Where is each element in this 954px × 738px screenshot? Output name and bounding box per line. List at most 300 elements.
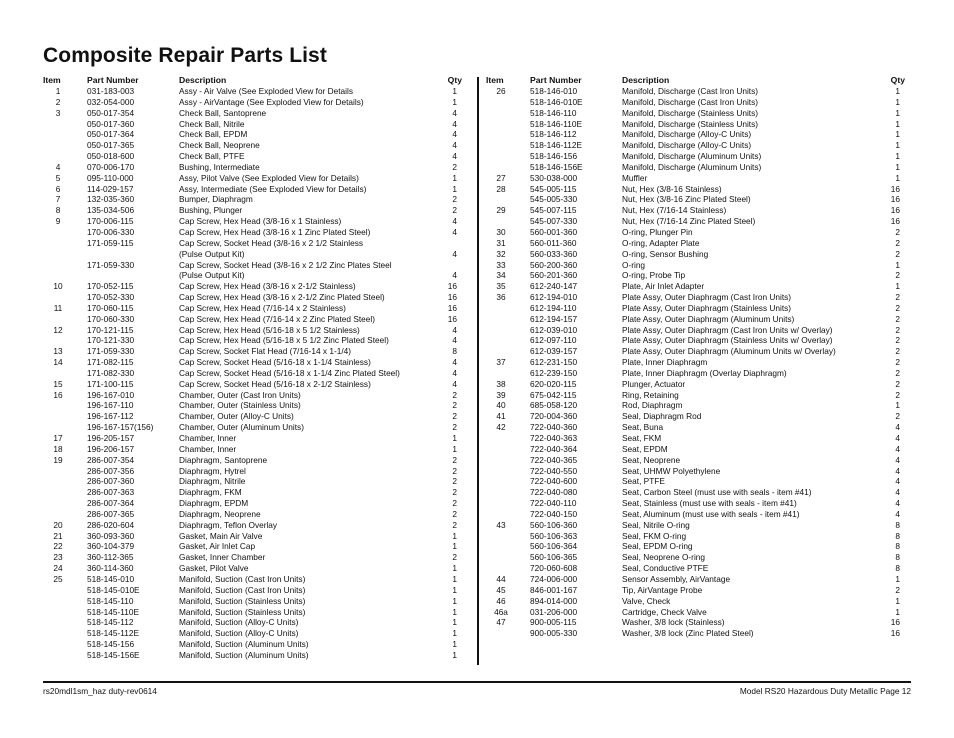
cell-part-number: 171-082-115 (87, 357, 134, 368)
cell-part-number: 170-121-115 (87, 324, 134, 335)
cell-part-number: 286-007-365 (87, 508, 135, 519)
cell-qty: 1 (452, 595, 457, 606)
cell-part-number: 286-007-360 (87, 476, 135, 487)
table-row (43, 552, 463, 563)
cell-part-number: 050-017-364 (87, 129, 135, 140)
cell-qty: 1 (895, 400, 900, 411)
cell-description: Cap Screw, Socket Head (5/16-18 x 1-1/4 Stainless) (179, 357, 371, 368)
table-row (43, 173, 463, 184)
cell-qty: 16 (890, 205, 900, 216)
cell-description: Gasket, Air Inlet Cap (179, 541, 256, 552)
table-row (43, 335, 463, 346)
cell-part-number: 518-146-110E (530, 118, 582, 129)
table-body (486, 86, 906, 639)
cell-description: Seat, EPDM (622, 443, 668, 454)
table-row (43, 390, 463, 401)
table-row (486, 108, 906, 119)
cell-item: 26 (496, 86, 506, 96)
cell-item: 37 (496, 357, 506, 368)
cell-part-number: 894-014-000 (530, 595, 578, 606)
cell-item: 41 (496, 411, 506, 422)
cell-description: Seat, Stainless (must use with seals - item #41) (622, 498, 797, 509)
cell-part-number: 170-060-330 (87, 313, 135, 324)
cell-description: Seal, Conductive PTFE (622, 563, 709, 574)
cell-part-number: 612-239-150 (530, 367, 578, 378)
table-row (43, 108, 463, 119)
header-item: Item (43, 75, 61, 85)
table-row (43, 162, 463, 173)
cell-part-number: 518-145-010E (87, 584, 140, 595)
cell-part-number: 518-145-110E (87, 606, 139, 617)
cell-description: Cap Screw, Socket Head (5/16-18 x 1-1/4 Zinc Plated Steel) (179, 367, 400, 378)
cell-description: Cap Screw, Hex Head (7/16-14 x 2 Zinc Plated Steel) (179, 313, 375, 324)
cell-part-number: 050-017-365 (87, 140, 135, 151)
table-row (486, 520, 906, 531)
table-row (486, 249, 906, 260)
cell-qty: 2 (895, 248, 900, 259)
table-row (43, 86, 463, 97)
cell-description: Cap Screw, Hex Head (3/8-16 x 1 Stainless) (179, 216, 342, 227)
cell-description: Seat, Neoprene (622, 454, 681, 465)
table-row (486, 607, 906, 618)
cell-part-number: 720-060-608 (530, 563, 578, 574)
table-row (43, 249, 463, 260)
cell-description: O-ring, Sensor Bushing (622, 248, 709, 259)
cell-description: Plate, Inner Diaphragm (Overlay Diaphragm) (622, 367, 787, 378)
cell-part-number: 070-006-170 (87, 161, 135, 172)
table-row (486, 476, 906, 487)
cell-description: Bushing, Intermediate (179, 161, 260, 172)
cell-item: 1 (55, 86, 61, 96)
cell-part-number: 900-005-330 (530, 628, 578, 639)
table-row (486, 151, 906, 162)
cell-description: Diaphragm, EPDM (179, 498, 249, 509)
cell-qty: 1 (895, 86, 900, 96)
cell-qty: 1 (895, 96, 900, 107)
cell-qty: 1 (895, 151, 900, 162)
cell-item: 4 (55, 161, 61, 172)
cell-part-number: 560-201-360 (530, 270, 578, 281)
cell-description: Diaphragm, Neoprene (179, 508, 261, 519)
table-body (43, 86, 463, 661)
cell-item: 40 (496, 400, 506, 411)
cell-part-number: 518-146-110 (530, 107, 577, 118)
cell-qty: 2 (452, 552, 457, 563)
cell-description: (Pulse Output Kit) (179, 270, 245, 281)
cell-description: Plunger, Actuator (622, 378, 686, 389)
cell-qty: 2 (895, 270, 900, 281)
cell-item: 18 (53, 443, 63, 454)
cell-item: 23 (53, 552, 63, 563)
cell-description: Tip, AirVantage Probe (622, 584, 703, 595)
cell-description: Manifold, Suction (Cast Iron Units) (179, 584, 306, 595)
table-row (43, 303, 463, 314)
cell-description: Manifold, Suction (Stainless Units) (179, 606, 306, 617)
cell-qty: 4 (895, 454, 900, 465)
cell-part-number: 518-145-110 (87, 595, 134, 606)
table-row (486, 596, 906, 607)
cell-part-number: 050-017-360 (87, 118, 135, 129)
cell-description: Check Ball, EPDM (179, 129, 248, 140)
cell-description: Rod, Diaphragm (622, 400, 683, 411)
cell-description: Manifold, Discharge (Aluminum Units) (622, 161, 762, 172)
cell-description: Nut, Hex (3/8-16 Zinc Plated Steel) (622, 194, 751, 205)
cell-description: Plate Assy, Outer Diaphragm (Stainless Units w/ Overlay) (622, 335, 833, 346)
cell-qty: 1 (452, 443, 457, 454)
cell-description: Muffler (622, 172, 648, 183)
cell-description: Cap Screw, Hex Head (5/16-18 x 5 1/2 Zinc Plated Steel) (179, 335, 389, 346)
table-row (486, 227, 906, 238)
cell-qty: 8 (895, 530, 900, 541)
cell-item: 34 (496, 270, 506, 281)
cell-part-number: 518-146-156 (530, 151, 578, 162)
cell-item: 33 (496, 259, 506, 270)
cell-qty: 1 (452, 649, 457, 660)
table-row (43, 617, 463, 628)
table-row (486, 86, 906, 97)
cell-part-number: 171-100-115 (87, 378, 134, 389)
cell-description: Nut, Hex (7/16-14 Zinc Plated Steel) (622, 216, 756, 227)
cell-part-number: 722-040-363 (530, 433, 578, 443)
header-item: Item (486, 75, 504, 85)
table-row (43, 205, 463, 216)
cell-part-number: 722-040-110 (530, 498, 577, 509)
cell-qty: 4 (452, 107, 457, 118)
cell-description: Nut, Hex (7/16-14 Stainless) (622, 205, 727, 216)
cell-qty: 1 (452, 584, 457, 595)
cell-part-number: 722-040-364 (530, 443, 578, 454)
cell-item: 35 (496, 281, 506, 292)
cell-qty: 4 (452, 324, 457, 335)
cell-qty: 2 (452, 476, 457, 487)
cell-description: Ring, Retaining (622, 389, 679, 400)
cell-description: Chamber, Outer (Stainless Units) (179, 400, 301, 411)
cell-part-number: 286-007-363 (87, 487, 135, 498)
cell-description: Cap Screw, Hex Head (7/16-14 x 2 Stainless) (179, 302, 346, 313)
table-row (486, 270, 906, 281)
table-row (486, 574, 906, 585)
cell-part-number: 560-011-360 (530, 237, 577, 248)
cell-item: 28 (496, 183, 506, 194)
cell-description: Assy, Pilot Valve (See Exploded View for Details) (179, 172, 359, 183)
cell-part-number: 286-007-364 (87, 498, 135, 509)
cell-part-number: 286-020-604 (87, 519, 135, 530)
cell-description: Seat, UHMW Polyethylene (622, 465, 721, 476)
cell-qty: 2 (452, 161, 457, 172)
cell-part-number: 196-167-157(156) (87, 422, 154, 433)
cell-qty: 16 (447, 281, 457, 292)
table-row (486, 216, 906, 227)
cell-description: Chamber, Inner (179, 433, 237, 443)
cell-part-number: 286-007-354 (87, 454, 135, 465)
cell-part-number: 722-040-150 (530, 508, 578, 519)
table-row (43, 346, 463, 357)
cell-description: Chamber, Outer (Aluminum Units) (179, 422, 304, 433)
cell-description: Seat, FKM (622, 433, 662, 443)
cell-part-number: 196-205-157 (87, 433, 135, 443)
cell-description: Assy - Air Valve (See Exploded View for Details (179, 86, 354, 96)
cell-description: Bushing, Plunger (179, 205, 243, 216)
cell-item: 43 (496, 519, 506, 530)
header-qty: Qty (890, 75, 905, 85)
cell-qty: 16 (447, 292, 457, 303)
table-row (486, 487, 906, 498)
cell-qty: 4 (895, 498, 900, 509)
cell-qty: 2 (895, 226, 900, 237)
cell-item: 44 (496, 573, 506, 584)
cell-part-number: 675-042-115 (530, 389, 577, 400)
table-row (43, 227, 463, 238)
cell-part-number: 560-001-360 (530, 226, 578, 237)
cell-description: (Pulse Output Kit) (179, 248, 245, 259)
cell-qty: 1 (452, 86, 457, 96)
cell-description: Seat, Aluminum (must use with seals - item #41) (622, 508, 800, 519)
cell-description: Cartridge, Check Valve (622, 606, 707, 617)
cell-qty: 1 (452, 573, 457, 584)
cell-description: Gasket, Inner Chamber (179, 552, 266, 563)
cell-item: 32 (496, 248, 506, 259)
cell-item: 45 (496, 584, 506, 595)
table-row (486, 129, 906, 140)
cell-qty: 2 (452, 411, 457, 422)
cell-qty: 4 (895, 508, 900, 519)
table-row (486, 541, 906, 552)
table-row (43, 97, 463, 108)
cell-qty: 2 (895, 302, 900, 313)
table-row (43, 140, 463, 151)
cell-part-number: 612-231-150 (530, 357, 578, 368)
cell-description: Cap Screw, Socket Flat Head (7/16-14 x 1-1/4) (179, 346, 352, 357)
cell-description: Seal, EPDM O-ring (622, 541, 693, 552)
table-row (43, 314, 463, 325)
table-row (43, 270, 463, 281)
cell-item: 24 (53, 563, 63, 574)
cell-part-number: 114-029-157 (87, 183, 134, 194)
cell-description: Manifold, Discharge (Aluminum Units) (622, 151, 762, 162)
table-row (486, 260, 906, 271)
cell-part-number: 032-054-000 (87, 96, 135, 107)
cell-qty: 1 (895, 172, 900, 183)
cell-description: Diaphragm, Hytrel (179, 465, 246, 476)
cell-description: Sensor Assembly, AirVantage (622, 573, 731, 584)
header-part-number: Part Number (530, 75, 582, 85)
cell-qty: 16 (890, 617, 900, 628)
cell-qty: 4 (452, 248, 457, 259)
cell-qty: 4 (452, 367, 457, 378)
cell-part-number: 171-059-330 (87, 346, 135, 357)
cell-item: 30 (496, 226, 506, 237)
cell-description: Plate, Air Inlet Adapter (622, 281, 705, 292)
cell-qty: 1 (895, 259, 900, 270)
table-row (486, 335, 906, 346)
cell-qty: 1 (452, 639, 457, 650)
cell-qty: 8 (895, 541, 900, 552)
table-row (486, 194, 906, 205)
table-row (43, 433, 463, 444)
page-title: Composite Repair Parts List (43, 44, 327, 67)
cell-qty: 2 (895, 346, 900, 357)
table-row (486, 628, 906, 639)
table-row (43, 563, 463, 574)
cell-description: Diaphragm, Teflon Overlay (179, 519, 278, 530)
table-row (43, 541, 463, 552)
cell-description: Plate Assy, Outer Diaphragm (Cast Iron Units) (622, 292, 792, 303)
cell-part-number: 170-052-330 (87, 292, 135, 303)
cell-description: Cap Screw, Socket Head (3/8-16 x 2 1/2 Stainless (179, 237, 364, 248)
table-row (43, 509, 463, 520)
cell-description: Manifold, Discharge (Alloy-C Units) (622, 129, 752, 140)
table-row (486, 97, 906, 108)
cell-description: Plate Assy, Outer Diaphragm (Stainless Units) (622, 302, 792, 313)
cell-description: Manifold, Suction (Aluminum Units) (179, 639, 309, 650)
cell-qty: 4 (452, 140, 457, 151)
cell-part-number: 031-183-003 (87, 86, 135, 96)
cell-part-number: 900-005-115 (530, 617, 577, 628)
table-row (43, 455, 463, 466)
table-row (486, 162, 906, 173)
cell-item: 25 (53, 573, 63, 584)
table-row (486, 184, 906, 195)
table-row (486, 368, 906, 379)
cell-part-number: 095-110-000 (87, 172, 134, 183)
cell-description: Washer, 3/8 lock (Zinc Plated Steel) (622, 628, 754, 639)
cell-qty: 4 (452, 216, 457, 227)
cell-qty: 4 (452, 378, 457, 389)
table-row (43, 487, 463, 498)
cell-description: Manifold, Suction (Aluminum Units) (179, 649, 309, 660)
cell-description: Check Ball, Santoprene (179, 107, 267, 118)
cell-qty: 1 (452, 617, 457, 628)
cell-qty: 4 (895, 433, 900, 443)
cell-description: O-ring, Adapter Plate (622, 237, 700, 248)
header-part-number: Part Number (87, 75, 139, 85)
cell-item: 29 (496, 205, 506, 216)
cell-qty: 4 (452, 335, 457, 346)
cell-qty: 1 (452, 183, 457, 194)
cell-description: Diaphragm, Nitrile (179, 476, 246, 487)
cell-item: 15 (53, 378, 63, 389)
cell-item: 39 (496, 389, 506, 400)
table-row (486, 119, 906, 130)
cell-item: 14 (53, 357, 63, 368)
cell-part-number: 171-059-115 (87, 237, 134, 248)
cell-part-number: 545-005-330 (530, 194, 578, 205)
cell-qty: 1 (895, 281, 900, 292)
table-row (43, 194, 463, 205)
cell-description: Manifold, Discharge (Cast Iron Units) (622, 96, 759, 107)
cell-qty: 8 (452, 346, 457, 357)
cell-item: 11 (53, 302, 63, 313)
cell-part-number: 170-006-115 (87, 216, 134, 227)
cell-part-number: 612-240-147 (530, 281, 578, 292)
cell-qty: 8 (895, 519, 900, 530)
table-row (486, 140, 906, 151)
cell-qty: 4 (452, 151, 457, 162)
cell-description: Seal, Nitrile O-ring (622, 519, 690, 530)
cell-qty: 4 (895, 487, 900, 498)
cell-part-number: 518-145-010 (87, 573, 135, 584)
cell-qty: 2 (452, 498, 457, 509)
cell-part-number: 722-040-080 (530, 487, 578, 498)
footer-doc-id: rs20mdl1sm_haz duty-rev0614 (43, 686, 157, 696)
cell-description: Washer, 3/8 lock (Stainless) (622, 617, 725, 628)
column-divider (477, 77, 479, 665)
cell-description: Cap Screw, Socket Head (5/16-18 x 2-1/2 Stainless) (179, 378, 371, 389)
cell-item: 31 (496, 237, 506, 248)
cell-description: Seal, Diaphragm Rod (622, 411, 702, 422)
cell-part-number: 170-060-115 (87, 302, 134, 313)
cell-qty: 2 (452, 519, 457, 530)
cell-qty: 2 (452, 389, 457, 400)
cell-part-number: 612-039-010 (530, 324, 578, 335)
table-row (43, 357, 463, 368)
cell-qty: 2 (452, 422, 457, 433)
table-row (43, 607, 463, 618)
cell-qty: 4 (452, 226, 457, 237)
cell-part-number: 560-033-360 (530, 248, 578, 259)
cell-qty: 1 (452, 530, 457, 541)
header-qty: Qty (447, 75, 462, 85)
cell-qty: 1 (895, 118, 900, 129)
table-row (486, 292, 906, 303)
cell-description: Diaphragm, Santoprene (179, 454, 268, 465)
table-row (43, 260, 463, 271)
table-row (486, 466, 906, 477)
cell-description: Check Ball, Nitrile (179, 118, 245, 129)
cell-part-number: 170-052-115 (87, 281, 134, 292)
cell-part-number: 196-167-112 (87, 411, 134, 422)
cell-qty: 1 (452, 563, 457, 574)
cell-part-number: 196-206-157 (87, 443, 135, 454)
cell-qty: 2 (452, 465, 457, 476)
cell-description: Chamber, Inner (179, 443, 237, 454)
cell-qty: 4 (452, 357, 457, 368)
table-row (43, 216, 463, 227)
cell-part-number: 518-145-156E (87, 649, 140, 660)
cell-part-number: 171-059-330 (87, 259, 135, 270)
cell-qty: 1 (895, 107, 900, 118)
cell-description: Chamber, Outer (Alloy-C Units) (179, 411, 294, 422)
cell-part-number: 620-020-115 (530, 378, 577, 389)
cell-part-number: 722-040-365 (530, 454, 578, 465)
cell-part-number: 360-114-360 (87, 563, 134, 574)
table-row (486, 617, 906, 628)
table-row (43, 639, 463, 650)
cell-qty: 8 (895, 552, 900, 563)
cell-description: O-ring, Plunger Pin (622, 226, 693, 237)
table-row (486, 498, 906, 509)
table-row (43, 238, 463, 249)
cell-description: Manifold, Suction (Alloy-C Units) (179, 628, 299, 639)
footer-rule (43, 681, 911, 683)
cell-part-number: 722-040-550 (530, 465, 578, 476)
table-row (486, 563, 906, 574)
cell-qty: 2 (895, 584, 900, 595)
cell-description: Seat, Buna (622, 422, 664, 433)
table-row (486, 400, 906, 411)
table-row (43, 585, 463, 596)
cell-description: Plate Assy, Outer Diaphragm (Aluminum Units w/ Overlay) (622, 346, 836, 357)
cell-qty: 2 (895, 411, 900, 422)
table-row (486, 390, 906, 401)
cell-part-number: 612-194-110 (530, 302, 577, 313)
cell-part-number: 170-006-330 (87, 226, 135, 237)
cell-qty: 16 (890, 216, 900, 227)
cell-item: 2 (55, 96, 61, 107)
cell-qty: 1 (452, 606, 457, 617)
cell-qty: 1 (452, 172, 457, 183)
cell-item: 47 (496, 617, 506, 628)
